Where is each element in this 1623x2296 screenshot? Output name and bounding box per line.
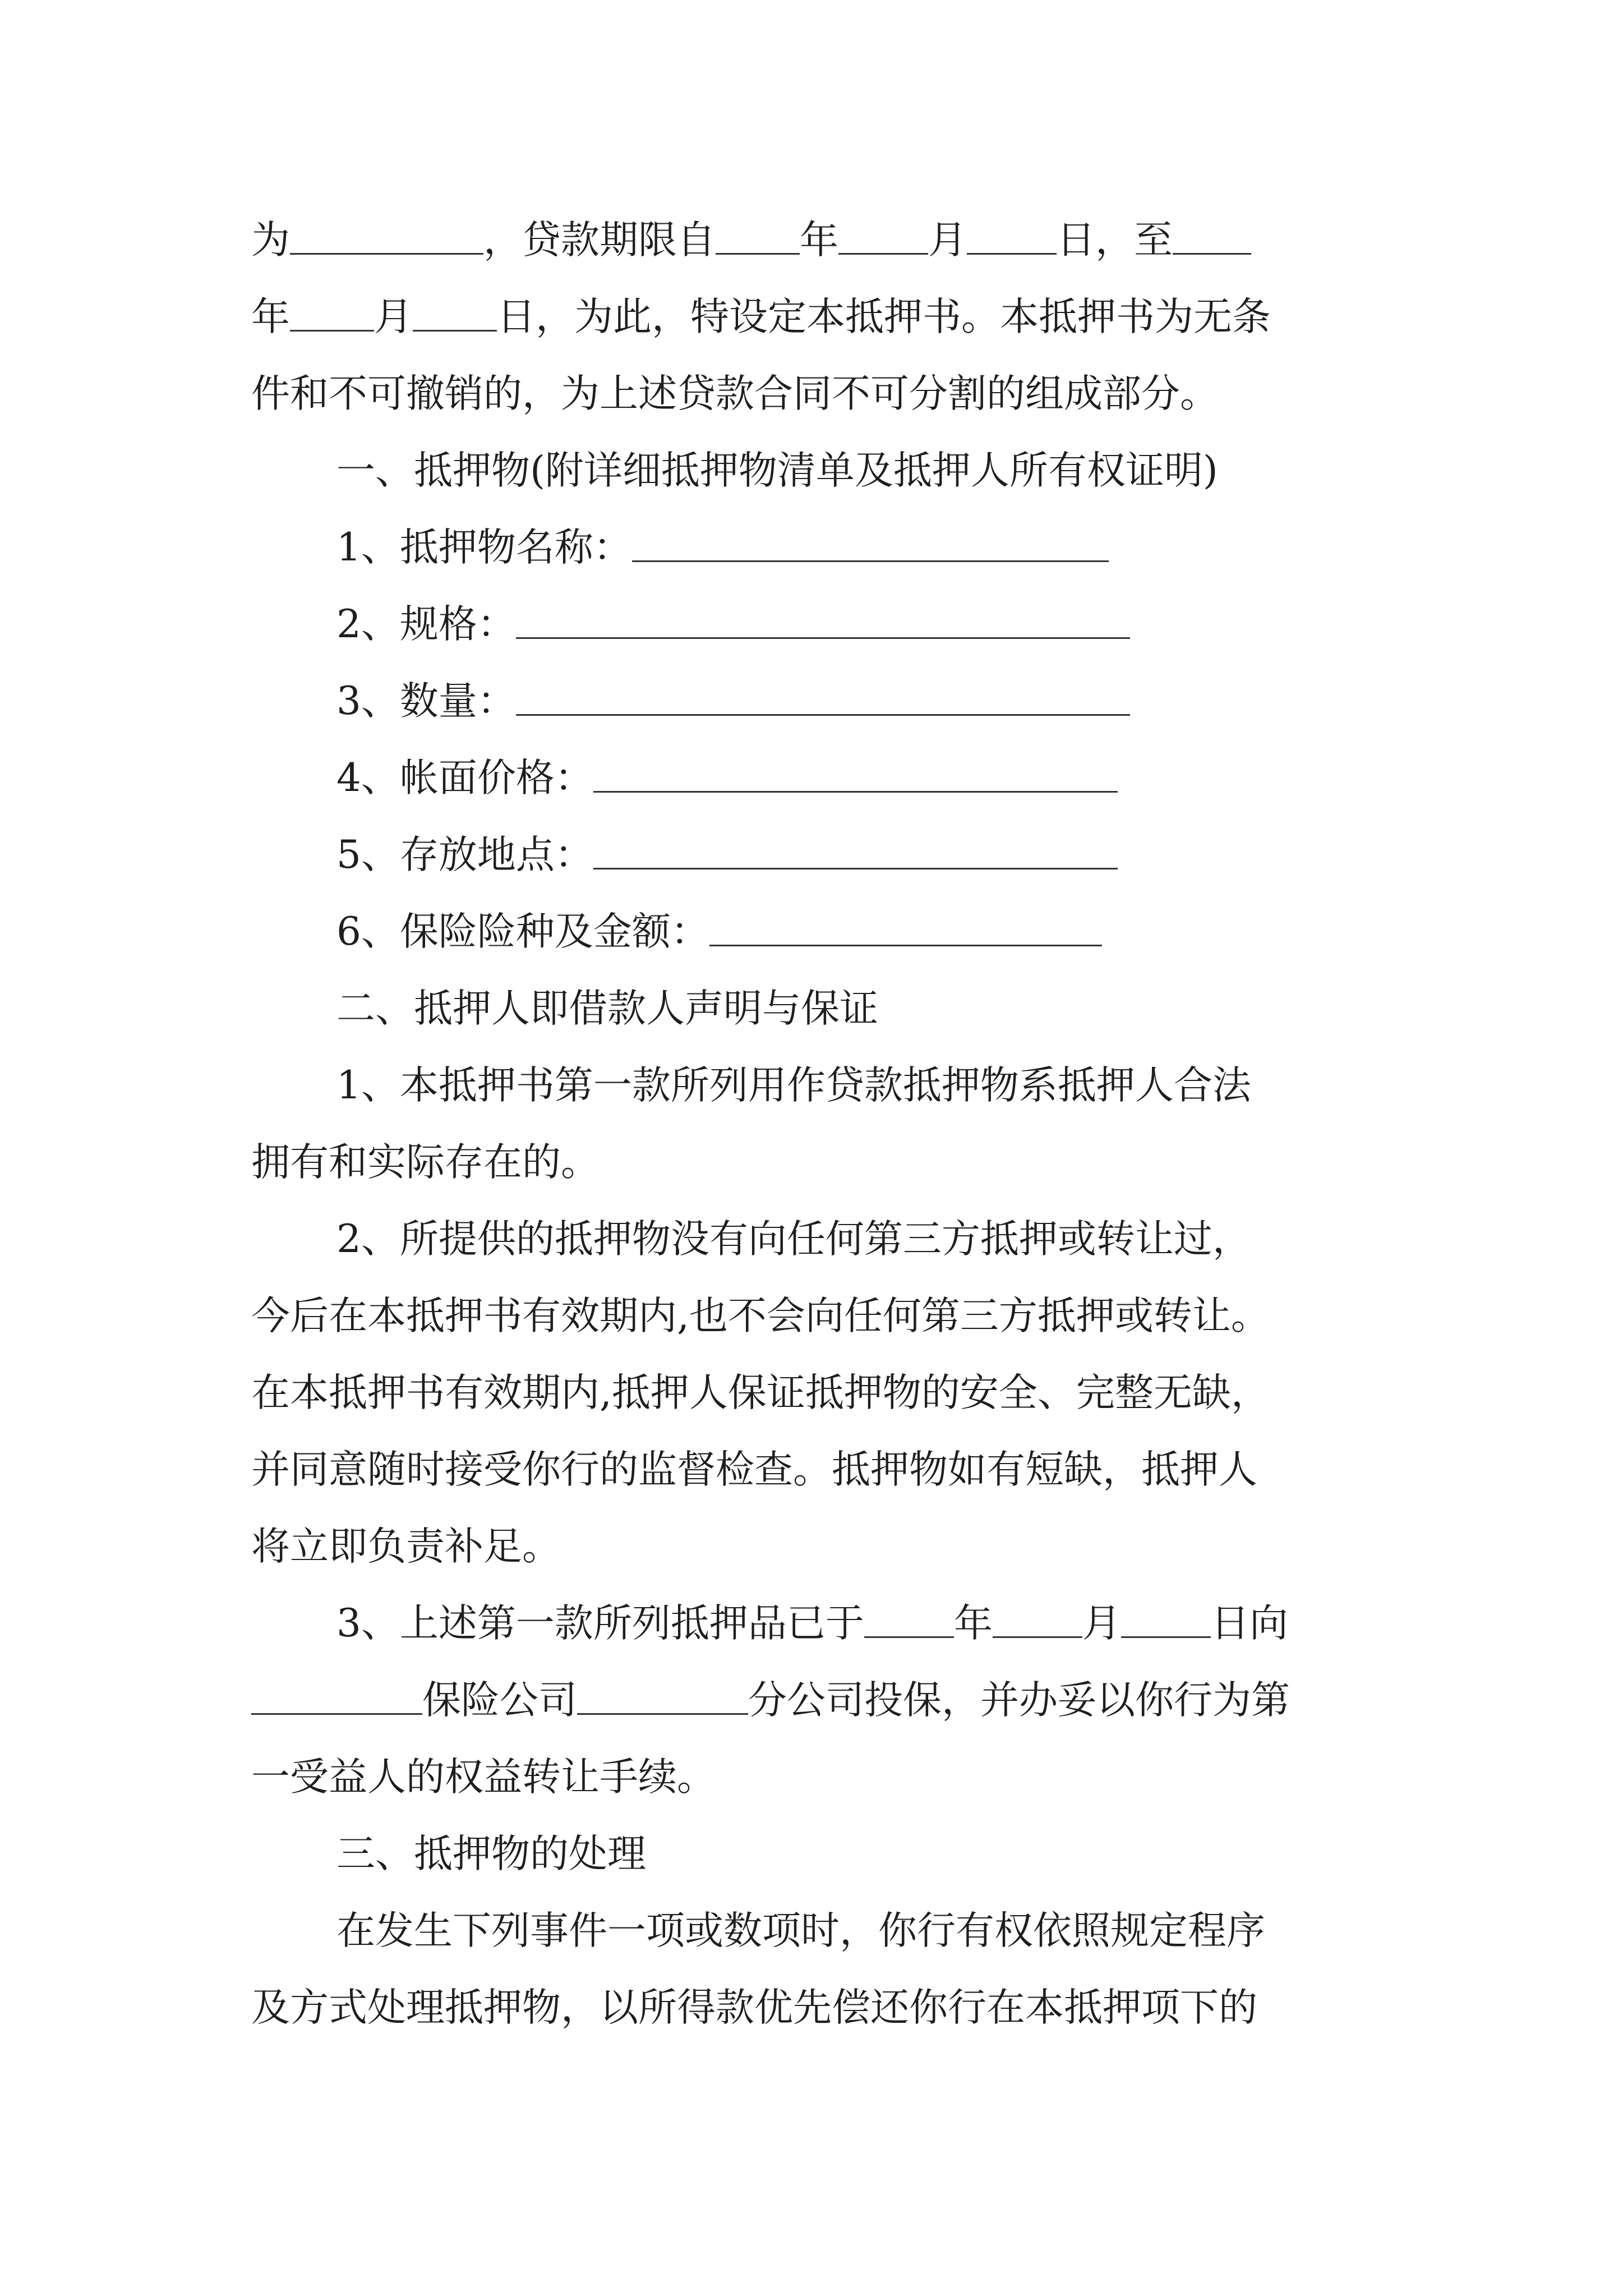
- paragraph-line: 保险公司 分公司投保，并办妥以你行为第: [251, 1662, 1395, 1739]
- paragraph-line: 拥有和实际存在的。: [251, 1140, 600, 1185]
- collateral-item-spec: 2、规格：: [251, 586, 1395, 663]
- paragraph-line: 在发生下列事件一项或数项时，你行有权依照规定程序: [336, 1908, 1265, 1953]
- paragraph-line: 件和不可撤销的，为上述贷款合同不可分割的组成部分。: [251, 371, 1219, 416]
- blank-field[interactable]: [716, 218, 800, 255]
- blank-field[interactable]: [251, 1678, 422, 1715]
- text: 为: [251, 218, 290, 263]
- blank-field[interactable]: [413, 295, 497, 332]
- blank-field[interactable]: [632, 526, 1109, 562]
- blank-field[interactable]: [993, 1602, 1082, 1638]
- text: 日，至: [1057, 218, 1173, 263]
- section-title-1: 一、抵押物(附详细抵押物清单及抵押人所有权证明): [336, 448, 1218, 493]
- paragraph-line: 在本抵押书有效期内,抵押人保证抵押物的安全、完整无缺，: [251, 1370, 1270, 1415]
- paragraph-line: 今后在本抵押书有效期内,也不会向任何第三方抵押或转让。: [251, 1294, 1270, 1338]
- collateral-item-insurance: 6、保险险种及金额：: [251, 894, 1395, 970]
- paragraph-line: 及方式处理抵押物，以所得款优先偿还你行在本抵押项下的: [251, 1985, 1257, 2030]
- blank-field[interactable]: [838, 218, 928, 255]
- blank-field[interactable]: [593, 833, 1118, 869]
- blank-field[interactable]: [290, 218, 483, 255]
- blank-field[interactable]: [516, 602, 1130, 639]
- blank-field[interactable]: [290, 295, 374, 332]
- section-title-2: 二、抵押人即借款人声明与保证: [336, 986, 878, 1031]
- paragraph-line: [251, 279, 1395, 356]
- blank-field[interactable]: [864, 1602, 954, 1638]
- paragraph-line: 一受益人的权益转让手续。: [251, 1755, 716, 1800]
- text: 月: [374, 295, 413, 339]
- document-page: [251, 202, 1395, 2046]
- blank-field[interactable]: [516, 679, 1130, 716]
- collateral-item-name: 1、抵押物名称：: [251, 509, 1395, 586]
- paragraph-line: [251, 202, 1395, 279]
- text: 年: [251, 295, 290, 339]
- text: ，贷款期限自: [483, 218, 716, 263]
- section-title-3: 三、抵押物的处理: [336, 1832, 646, 1876]
- collateral-item-book-value: 4、帐面价格：: [251, 740, 1395, 817]
- blank-field[interactable]: [593, 756, 1118, 793]
- paragraph-line: 2、所提供的抵押物没有向任何第三方抵押或转让过，: [336, 1217, 1251, 1262]
- paragraph-line: 3、上述第一款所列抵押品已于 年 月 日向: [336, 1601, 1288, 1646]
- text: 月: [928, 218, 967, 263]
- blank-field[interactable]: [1121, 1602, 1211, 1638]
- collateral-item-location: 5、存放地点：: [251, 817, 1395, 894]
- blank-field[interactable]: [577, 1678, 748, 1715]
- paragraph-line: 1、本抵押书第一款所列用作贷款抵押物系抵押人合法: [336, 1063, 1251, 1108]
- blank-field[interactable]: [1173, 218, 1251, 255]
- paragraph-line: 并同意随时接受你行的监督检查。抵押物如有短缺，抵押人: [251, 1447, 1257, 1492]
- collateral-item-quantity: 3、数量：: [251, 663, 1395, 740]
- blank-field[interactable]: [967, 218, 1057, 255]
- paragraph-line: 将立即负责补足。: [251, 1524, 561, 1569]
- text: 年: [800, 218, 838, 263]
- blank-field[interactable]: [709, 910, 1102, 946]
- text: 日，为此，特设定本抵押书。本抵押书为无条: [497, 295, 1271, 339]
